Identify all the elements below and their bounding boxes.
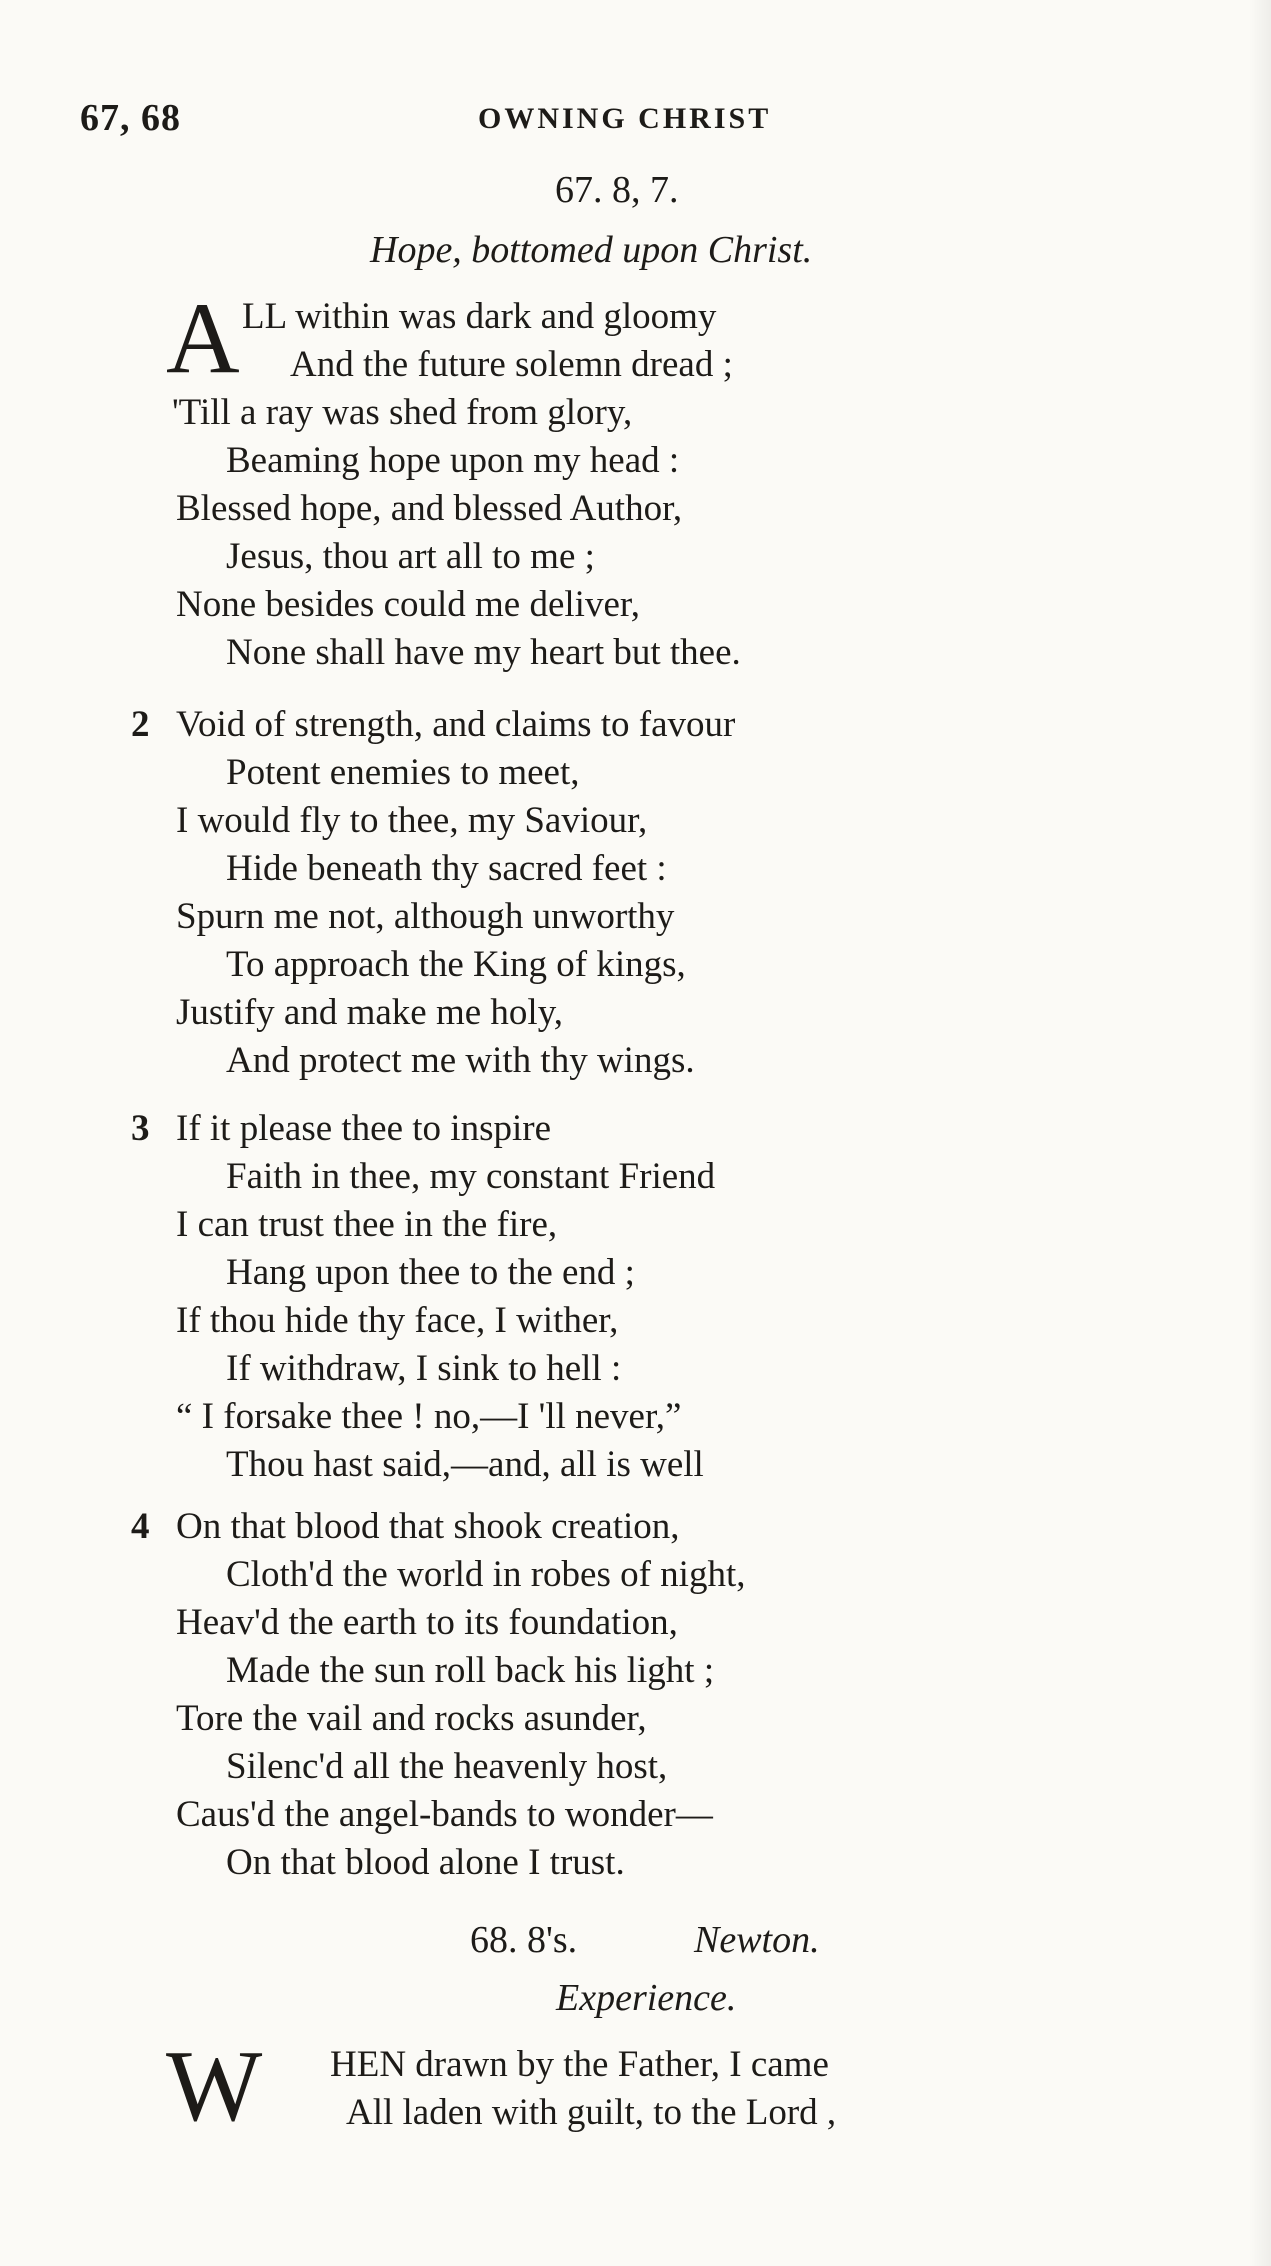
- verse-4-line-3: Heav'd the earth to its foundation,: [176, 1602, 678, 1643]
- verse-1-line-5: Blessed hope, and blessed Author,: [176, 488, 683, 529]
- verse-2-number: 2: [131, 704, 150, 745]
- verse-4-line-8: On that blood alone I trust.: [226, 1842, 625, 1883]
- hymn-68-heading: 68. 8's.: [470, 1919, 578, 1961]
- page-edge-shadow: [1249, 0, 1271, 2266]
- verse-2-line-6: To approach the King of kings,: [226, 944, 686, 985]
- hymn-68-subtitle: Experience.: [556, 1977, 737, 2019]
- verse-1-line-6: Jesus, thou art all to me ;: [226, 536, 595, 577]
- verse-1-line-8: None shall have my heart but thee.: [226, 632, 741, 673]
- hymn-68-author: Newton.: [694, 1919, 820, 1961]
- hymn-68-dropcap: W: [166, 2030, 263, 2143]
- verse-1-line-4: Beaming hope upon my head :: [226, 440, 680, 481]
- verse-2-line-5: Spurn me not, although unworthy: [176, 896, 675, 937]
- verse-3-line-2: Faith in thee, my constant Friend: [226, 1156, 716, 1197]
- verse-4-line-6: Silenc'd all the heavenly host,: [226, 1746, 668, 1787]
- verse-1-line-1: LL within was dark and gloomy: [242, 296, 717, 337]
- verse-2-line-4: Hide beneath thy sacred feet :: [226, 848, 667, 889]
- verse-4-line-1: On that blood that shook creation,: [176, 1506, 680, 1547]
- hymn-68-line-1: HEN drawn by the Father, I came: [330, 2044, 829, 2085]
- verse-3-line-1: If it please thee to inspire: [176, 1108, 552, 1149]
- verse-1-line-2: And the future solemn dread ;: [290, 344, 733, 385]
- verse-2-line-2: Potent enemies to meet,: [226, 752, 580, 793]
- verse-2-line-3: I would fly to thee, my Saviour,: [176, 800, 648, 841]
- verse-4-number: 4: [131, 1506, 150, 1547]
- verse-1-line-3: 'Till a ray was shed from glory,: [172, 392, 633, 433]
- hymn-67-subtitle: Hope, bottomed upon Christ.: [370, 229, 813, 271]
- verse-3-number: 3: [131, 1108, 150, 1149]
- verse-1-line-7: None besides could me deliver,: [176, 584, 640, 625]
- verse-4-line-5: Tore the vail and rocks asunder,: [176, 1698, 647, 1739]
- verse-4-line-7: Caus'd the angel-bands to wonder—: [176, 1794, 713, 1835]
- verse-3-line-3: I can trust thee in the fire,: [176, 1204, 558, 1245]
- verse-3-line-8: Thou hast said,—and, all is well: [226, 1444, 704, 1485]
- verse-3-line-5: If thou hide thy face, I wither,: [176, 1300, 619, 1341]
- verse-2-line-8: And protect me with thy wings.: [226, 1040, 695, 1081]
- verse-3-line-6: If withdraw, I sink to hell :: [226, 1348, 622, 1389]
- hymn-68-line-2: All laden with guilt, to the Lord ,: [346, 2092, 837, 2133]
- running-title: OWNING CHRIST: [478, 102, 772, 135]
- page-number: 67, 68: [80, 97, 181, 139]
- verse-3-line-4: Hang upon thee to the end ;: [226, 1252, 635, 1293]
- verse-4-line-4: Made the sun roll back his light ;: [226, 1650, 715, 1691]
- verse-3-line-7: “ I forsake thee ! no,—I 'll never,”: [176, 1396, 682, 1437]
- verse-4-line-2: Cloth'd the world in robes of night,: [226, 1554, 746, 1595]
- verse-2-line-7: Justify and make me holy,: [176, 992, 564, 1033]
- hymn-67-heading: 67. 8, 7.: [555, 169, 679, 211]
- verse-2-line-1: Void of strength, and claims to favour: [176, 704, 736, 745]
- hymn-67-dropcap: A: [166, 282, 240, 395]
